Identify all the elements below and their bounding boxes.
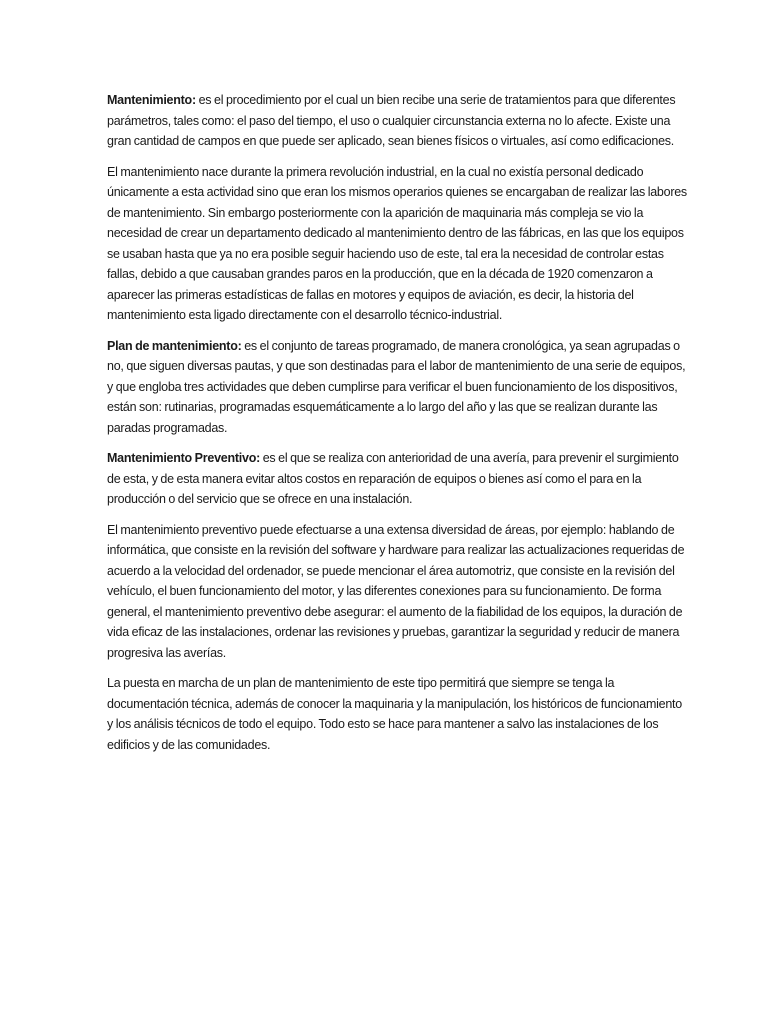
paragraph-preventive-areas bbox=[107, 520, 688, 664]
paragraph-text: La puesta en marcha de un plan de mantenimiento de este tipo permitirá que siempre se tenga la documentación técnica, además de conocer la maquinaria y la manipulación, los históricos de funcionamiento y los análisis técnicos de todo el equipo. Todo esto se hace para mantener a salvo las instalaciones de los edificios y de las comunidades. bbox=[107, 676, 682, 752]
paragraph-text: El mantenimiento nace durante la primera revolución industrial, en la cual no existía personal dedicado únicamente a esta actividad sino que eran los mismos operarios quienes se encargaban de realizar las labores de mantenimiento. Sin embargo posteriormente con la aparición de maquinaria más compleja se vio la necesidad de crear un departamento dedicado al mantenimiento dentro de las fábricas, en las que los equipos se usaban hasta que ya no era posible seguir haciendo uso de este, tal era la necesidad de controlar estas fallas, debido a que causaban grandes paros en la producción, que en la década de 1920 comenzaron a aparecer las primeras estadísticas de fallas en motores y equipos de aviación, es decir, la historia del mantenimiento esta ligado directamente con el desarrollo técnico-industrial. bbox=[107, 164, 687, 322]
paragraph-text: es el procedimiento por el cual un bien recibe una serie de tratamientos para que diferentes parámetros, tales como: el paso del tiempo, el uso o cualquier circunstancia externa no lo afecte. Existe una gran cantidad de campos en que puede ser aplicado, sean bienes físicos o virtuales, así como edificaciones. bbox=[107, 93, 676, 148]
paragraph-mantenimiento-definition bbox=[107, 90, 688, 152]
paragraph-plan-benefits bbox=[107, 673, 688, 755]
term-plan-de-mantenimiento: Plan de mantenimiento: bbox=[107, 338, 242, 353]
paragraph-text: El mantenimiento preventivo puede efectuarse a una extensa diversidad de áreas, por ejemplo: hablando de informática, que consiste en la revisión del software y hardware para realizar las actualizaciones requeridas de acuerdo a la velocidad del ordenador, se puede mencionar el área automotriz, que consiste en la revisión del vehículo, el buen funcionamiento del motor, y las diferentes conexiones para su funcionamiento. De forma general, el mantenimiento preventivo debe asegurar: el aumento de la fiabilidad de los equipos, la duración de vida eficaz de las instalaciones, ordenar las revisiones y pruebas, garantizar la seguridad y reducir de manera progresiva las averías. bbox=[107, 522, 685, 660]
paragraph-text: es el que se realiza con anterioridad de una avería, para prevenir el surgimiento de esta, y de esta manera evitar altos costos en reparación de equipos o bienes así como el para en la producción o del servicio que se ofrece en una instalación. bbox=[107, 451, 679, 506]
paragraph-plan-de-mantenimiento bbox=[107, 336, 688, 439]
term-mantenimiento-preventivo: Mantenimiento Preventivo: bbox=[107, 451, 260, 465]
term-mantenimiento: Mantenimiento: bbox=[107, 93, 196, 107]
paragraph-mantenimiento-preventivo bbox=[107, 448, 688, 510]
paragraph-text: es el conjunto de tareas programado, de manera cronológica, ya sean agrupadas o no, que siguen diversas pautas, y que son destinadas para el labor de mantenimiento de una serie de equipos, y que engloba tres actividades que deben cumplirse para verificar el buen funcionamiento de los dispositivos, están son: rutinarias, programadas esquemáticamente a lo largo del año y las que se realizan durante las paradas programadas. bbox=[107, 338, 686, 435]
paragraph-history bbox=[107, 162, 688, 326]
